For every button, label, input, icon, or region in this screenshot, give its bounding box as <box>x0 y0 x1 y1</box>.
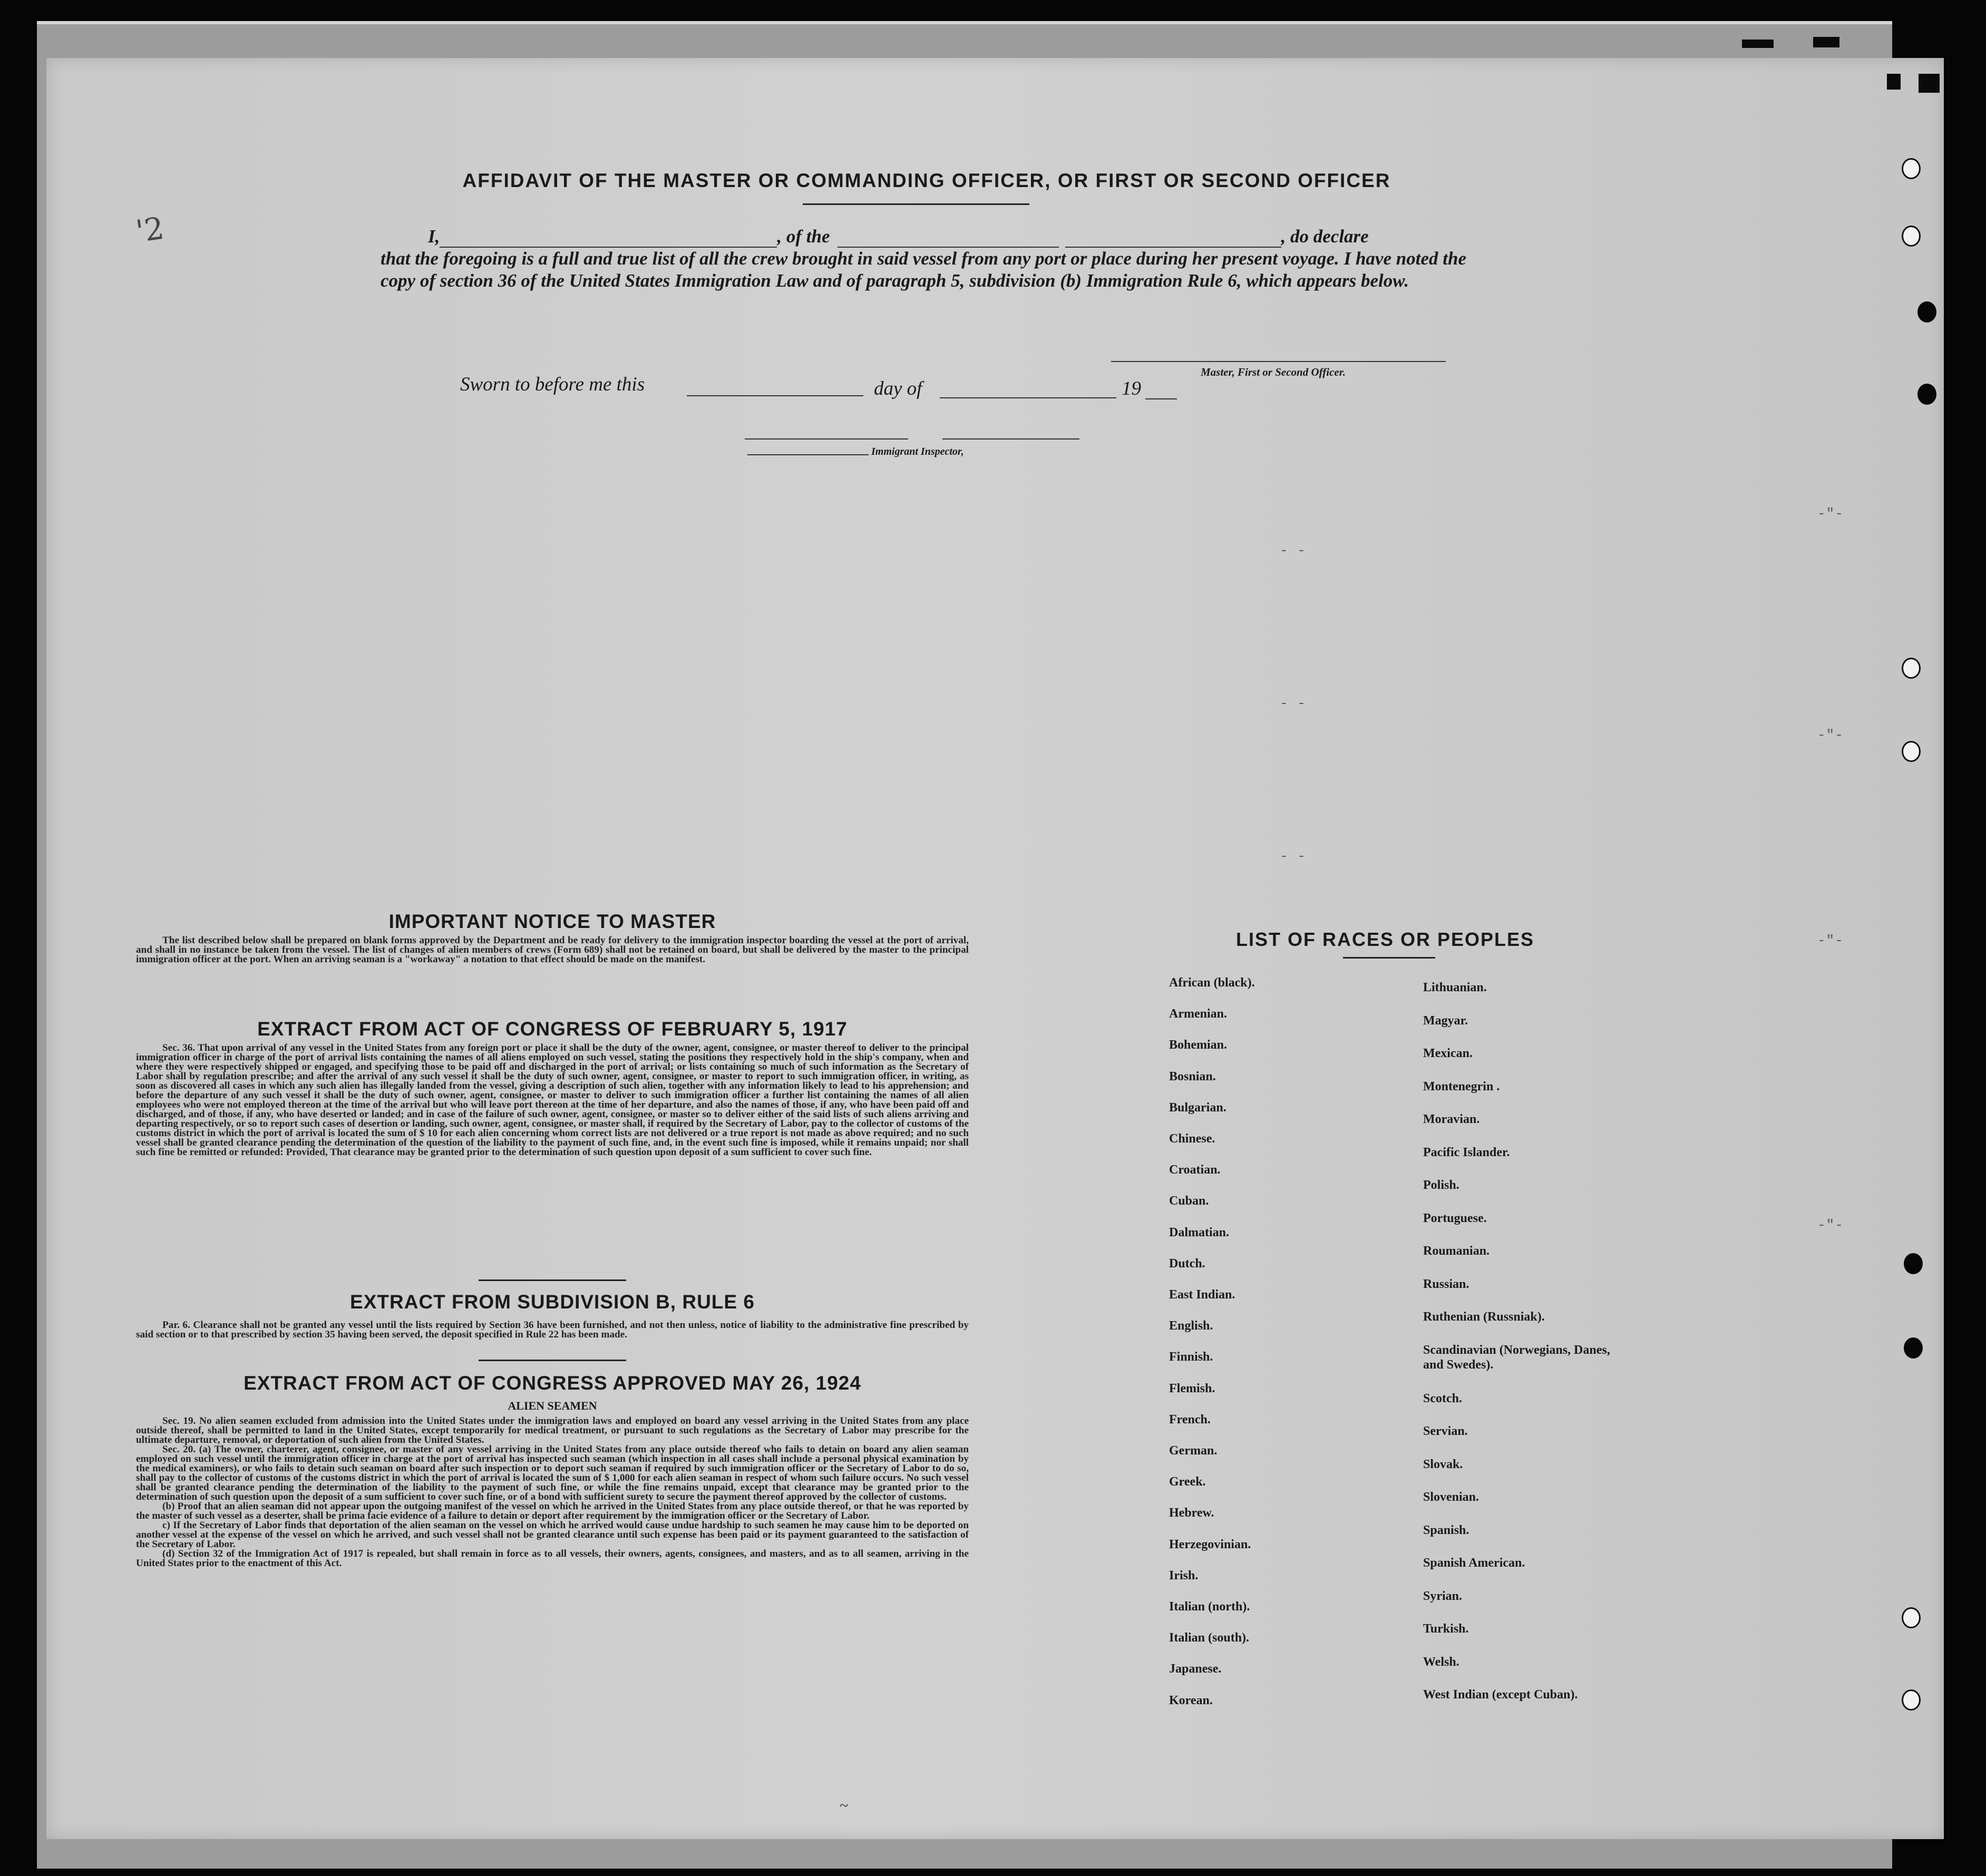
notice-paragraph: The list described below shall be prepared on blank forms approved by the Department and be ready for delivery to the immigration inspector boarding the vessel at the port of arrival, and shall in no instance be taken from the vessel. The list of changes of alien members of crews (Form 689) shall not be retained on board, but shall be delivered by the master to the principal immigration officer at the port. When an arriving seaman is a "workaway" a notation to that effect should be made on the manifest. <box>136 935 969 965</box>
scratch-mark: ~ <box>840 1797 849 1814</box>
sec20-paragraph: Sec. 20. (a) The owner, charterer, agent, consignee, or master of any vessel arriving in the United States from any place outside thereof who fails to detain on board any alien seaman employed on such vessel until the immigration officer in charge at the port of arrival has inspected such seaman (which inspection in all cases shall include a personal physical examination by the medical examiners), or who fails to detain such seaman on board after such inspection or to deport such seaman if required by such immigration officer or the Secretary of Labor to do so, shall pay to the collector of customs of the customs district in which the port of arrival is located the sum of $ 1,000 for each alien seaman in respect of whom such failure occurs. No such vessel shall be granted clearance pending the determination of the liability to the payment of such fine, or while the fine remains unpaid, except that clearance may be granted prior to the determination of such question upon the deposit of a sum sufficient to cover such fine, or of a bond with sufficient surety to secure the payment thereof approved by the collector of customs. <box>136 1444 969 1502</box>
binder-hole <box>1902 1607 1921 1628</box>
vessel-name-field[interactable] <box>838 232 1059 248</box>
extract-1924-body <box>136 1416 969 1568</box>
bleed-mark: -"- <box>1817 1217 1844 1233</box>
race-item: Bulgarian. <box>1169 1100 1226 1115</box>
extract-rule6-body <box>136 1321 969 1340</box>
sec20c-paragraph: c) If the Secretary of Labor finds that deportation of the alien seaman on the vessel on which he arrived would cause undue hardship to such seamen he may cause him to be deported on another vessel at the expense of the vessel on which he arrived, and such vessel shall not be granted clearance until such expense has been paid or its payment guaranteed to the satisfaction of the Secretary of Labor. <box>136 1520 969 1550</box>
race-item: Lithuanian. <box>1423 981 1487 994</box>
binding-tab <box>1813 37 1839 47</box>
vessel-name-field-2[interactable] <box>1065 232 1281 248</box>
race-item: Korean. <box>1169 1693 1213 1707</box>
race-item: Croatian. <box>1169 1163 1221 1177</box>
binder-hole <box>1917 384 1936 405</box>
important-notice-body <box>136 936 969 964</box>
sworn-day-field[interactable] <box>687 395 863 396</box>
bleed-mark: -"- <box>1817 506 1844 522</box>
affidavit-declaration <box>381 226 1466 292</box>
handwritten-margin-mark: '2 <box>133 210 167 250</box>
race-item: Spanish. <box>1423 1523 1469 1537</box>
race-item: Flemish. <box>1169 1381 1215 1395</box>
race-item: Chinese. <box>1169 1132 1215 1146</box>
inspector-label: Immigrant Inspector, <box>871 446 964 457</box>
rule6-paragraph: Par. 6. Clearance shall not be granted any vessel until the lists required by Section 36 have been furnished, and not then unless, notice of liability to the administrative fine prescribed by said section or to that prescribed by section 35 having been served, the deposit specified in Rule 22 has been made. <box>136 1320 969 1340</box>
extract-1917-title: EXTRACT FROM ACT OF CONGRESS OF FEBRUARY 5, 1917 <box>257 1018 848 1040</box>
bleed-mark: - - <box>1280 848 1306 864</box>
sworn-text: Sworn to before me this <box>460 374 645 395</box>
binder-hole <box>1902 658 1921 679</box>
signature-label: Master, First or Second Officer. <box>1201 366 1346 378</box>
race-item: Italian (south). <box>1169 1631 1250 1645</box>
binder-hole <box>1902 1689 1921 1711</box>
binding-tab <box>1742 40 1774 48</box>
race-item: Russian. <box>1423 1277 1469 1291</box>
binding-tab <box>1887 74 1901 90</box>
race-item: English. <box>1169 1319 1213 1333</box>
race-item: Dalmatian. <box>1169 1225 1229 1239</box>
race-item: Scandinavian (Norwegians, Danes, and Swedes). <box>1423 1343 1610 1372</box>
binder-hole <box>1902 158 1921 179</box>
race-item: Roumanian. <box>1423 1244 1490 1258</box>
race-item: Turkish. <box>1423 1622 1469 1636</box>
race-item: Italian (north). <box>1169 1600 1250 1614</box>
races-title-underline <box>1343 957 1435 959</box>
race-item: Servian. <box>1423 1424 1468 1438</box>
inspector-line-right[interactable] <box>942 438 1079 439</box>
race-item: Bosnian. <box>1169 1069 1216 1083</box>
affidavit-title: AFFIDAVIT OF THE MASTER OR COMMANDING OFFICER, OR FIRST OR SECOND OFFICER <box>462 170 1391 191</box>
sec20b-paragraph: (b) Proof that an alien seaman did not appear upon the outgoing manifest of the vessel on which he arrived in the United States from any place outside thereof, or that he was reported by the master of such vessel as a deserter, shall be prima facie evidence of a failure to detain or deport after requirement by the immigration officer or the Secretary of Labor. <box>136 1501 969 1521</box>
races-title: LIST OF RACES OR PEOPLES <box>1235 929 1535 950</box>
race-item: Magyar. <box>1423 1013 1468 1028</box>
master-name-field[interactable] <box>440 232 777 248</box>
sec19-paragraph: Sec. 19. No alien seamen excluded from admission into the United States under the immigration laws and employed on board any vessel arriving in the United States from any place outside thereof, shall be permitted to land in the United States, except temporarily for medical treatment, or pursuant to such regulations as the Secretary of Labor may prescribe for the ultimate departure, removal, or deportation of such alien from the United States. <box>136 1415 969 1445</box>
bleed-mark: -"- <box>1817 727 1844 743</box>
section-divider <box>479 1360 626 1361</box>
race-item: German. <box>1169 1444 1218 1458</box>
important-notice-title: IMPORTANT NOTICE TO MASTER <box>388 911 716 932</box>
sworn-year-field[interactable] <box>1145 398 1177 399</box>
bleed-mark: -"- <box>1817 933 1844 949</box>
binder-hole <box>1902 226 1921 247</box>
year-prefix: 19 <box>1122 378 1141 399</box>
extract-1917-body <box>136 1043 969 1157</box>
day-of-label: day of <box>874 378 922 399</box>
race-item: Bohemian. <box>1169 1038 1228 1052</box>
race-item: Herzegovinian. <box>1169 1537 1251 1551</box>
race-item: Pacific Islander. <box>1423 1145 1510 1159</box>
race-item: Irish. <box>1169 1568 1199 1582</box>
race-item: Greek. <box>1169 1475 1206 1489</box>
binder-hole <box>1917 301 1936 323</box>
document-page <box>46 58 1944 1839</box>
sec36-paragraph: Sec. 36. That upon arrival of any vessel in the United States from any foreign port or place it shall be the duty of the owner, agent, consignee, or master thereof to deliver to the principal immigration officer in charge of the port of arrival lists containing the names of all aliens employed on such vessel, stating the positions they respectively hold in the ship's company, when and where they were respectively shipped or engaged, and specifying those to be paid off and discharged in the port of arrival; or lists containing so much of such information as the Secretary of Labor shall by regulation prescribe; and after the arrival of any such vessel it shall be the duty of such owner, agent, consignee, or master to report to such immigration officer, in writing, as soon as discovered all cases in which any such alien has illegally landed from the vessel, giving a description of such alien, together with any information likely to lead to his apprehension; and before the departure of any such vessel it shall be the duty of such owner, agent, consignee, or master to deliver to such immigration officer a further list containing the names of all alien employees who were not employed thereon at the time of the arrival but who will leave port thereon at the time of her departure, and also the names of those, if any, who have been paid off and discharged, and of those, if any, who have deserted or landed; and in case of the failure of such owner, agent, consignee, or master so to deliver either of the said lists of such aliens arriving and departing respectively, or so to report such cases of desertion or landing, such owner, agent, consignee, or master shall, if required by the Secretary of Labor, pay to the collector of customs of the customs district in which the port of arrival is located the sum of $ 10 for each alien concerning whom correct lists are not delivered or a true report is not made as above required; and no such vessel shall be granted clearance pending the determination of the question of the liability to the payment of such fine, and, in the event such fine is imposed, while it remains unpaid; nor shall such fine be remitted or refunded: Provided, That clearance may be granted prior to the determination of such question upon deposit of a sum sufficient to cover such fine. <box>136 1042 969 1158</box>
race-item: Finnish. <box>1169 1350 1213 1364</box>
section-divider <box>479 1279 626 1281</box>
binder-hole <box>1904 1337 1923 1359</box>
sworn-month-field[interactable] <box>940 397 1116 398</box>
i-label: I, <box>428 226 440 247</box>
do-declare-label: , do declare <box>1281 226 1369 247</box>
sec20d-paragraph: (d) Section 32 of the Immigration Act of 1917 is repealed, but shall remain in force as to all vessels, their owners, agents, consignees, and masters, and as to all seamen, arriving in the United States prior to the enactment of this Act. <box>136 1548 969 1569</box>
race-item: East Indian. <box>1169 1288 1235 1302</box>
race-item: Hebrew. <box>1169 1506 1214 1520</box>
race-item: Portuguese. <box>1423 1211 1487 1225</box>
bleed-mark: - - <box>1280 696 1306 711</box>
race-item: Scotch. <box>1423 1391 1462 1405</box>
race-item: Slovak. <box>1423 1457 1463 1471</box>
race-item: Cuban. <box>1169 1194 1209 1208</box>
race-item: French. <box>1169 1412 1211 1426</box>
extract-1924-title: EXTRACT FROM ACT OF CONGRESS APPROVED MAY 26, 1924 <box>244 1372 861 1394</box>
race-item: Ruthenian (Russniak). <box>1423 1310 1545 1324</box>
race-item: Spanish American. <box>1423 1556 1525 1570</box>
bleed-mark: - - <box>1280 543 1306 559</box>
signature-line[interactable] <box>1111 361 1446 362</box>
extract-rule6-title: EXTRACT FROM SUBDIVISION B, RULE 6 <box>350 1291 755 1313</box>
race-item: Japanese. <box>1169 1662 1222 1676</box>
of-the-label: , of the <box>777 226 830 247</box>
title-underline <box>803 203 1029 205</box>
alien-seamen-subtitle: ALIEN SEAMEN <box>508 1399 597 1412</box>
inspector-line[interactable] <box>747 454 869 455</box>
race-item: West Indian (except Cuban). <box>1423 1688 1578 1702</box>
race-item: Montenegrin . <box>1423 1079 1500 1093</box>
declaration-text: that the foregoing is a full and true list of all the crew brought in said vessel from any port or place during her present voyage. I have noted the copy of section 36 of the United States Immigration Law and of paragraph 5, subdivision (b) Immigration Rule 6, which appears below. <box>381 248 1466 291</box>
race-item: Polish. <box>1423 1178 1459 1192</box>
race-item: Moravian. <box>1423 1112 1480 1126</box>
race-item: African (black). <box>1169 976 1255 990</box>
race-item: Dutch. <box>1169 1256 1205 1271</box>
race-item: Welsh. <box>1423 1655 1459 1669</box>
binding-tab <box>1919 74 1940 93</box>
race-item: Slovenian. <box>1423 1490 1479 1504</box>
race-item: Syrian. <box>1423 1589 1463 1603</box>
race-item: Armenian. <box>1169 1007 1227 1021</box>
race-item: Mexican. <box>1423 1047 1473 1060</box>
inspector-line-left[interactable] <box>745 438 908 439</box>
binder-hole <box>1902 741 1921 762</box>
binder-hole <box>1904 1253 1923 1274</box>
